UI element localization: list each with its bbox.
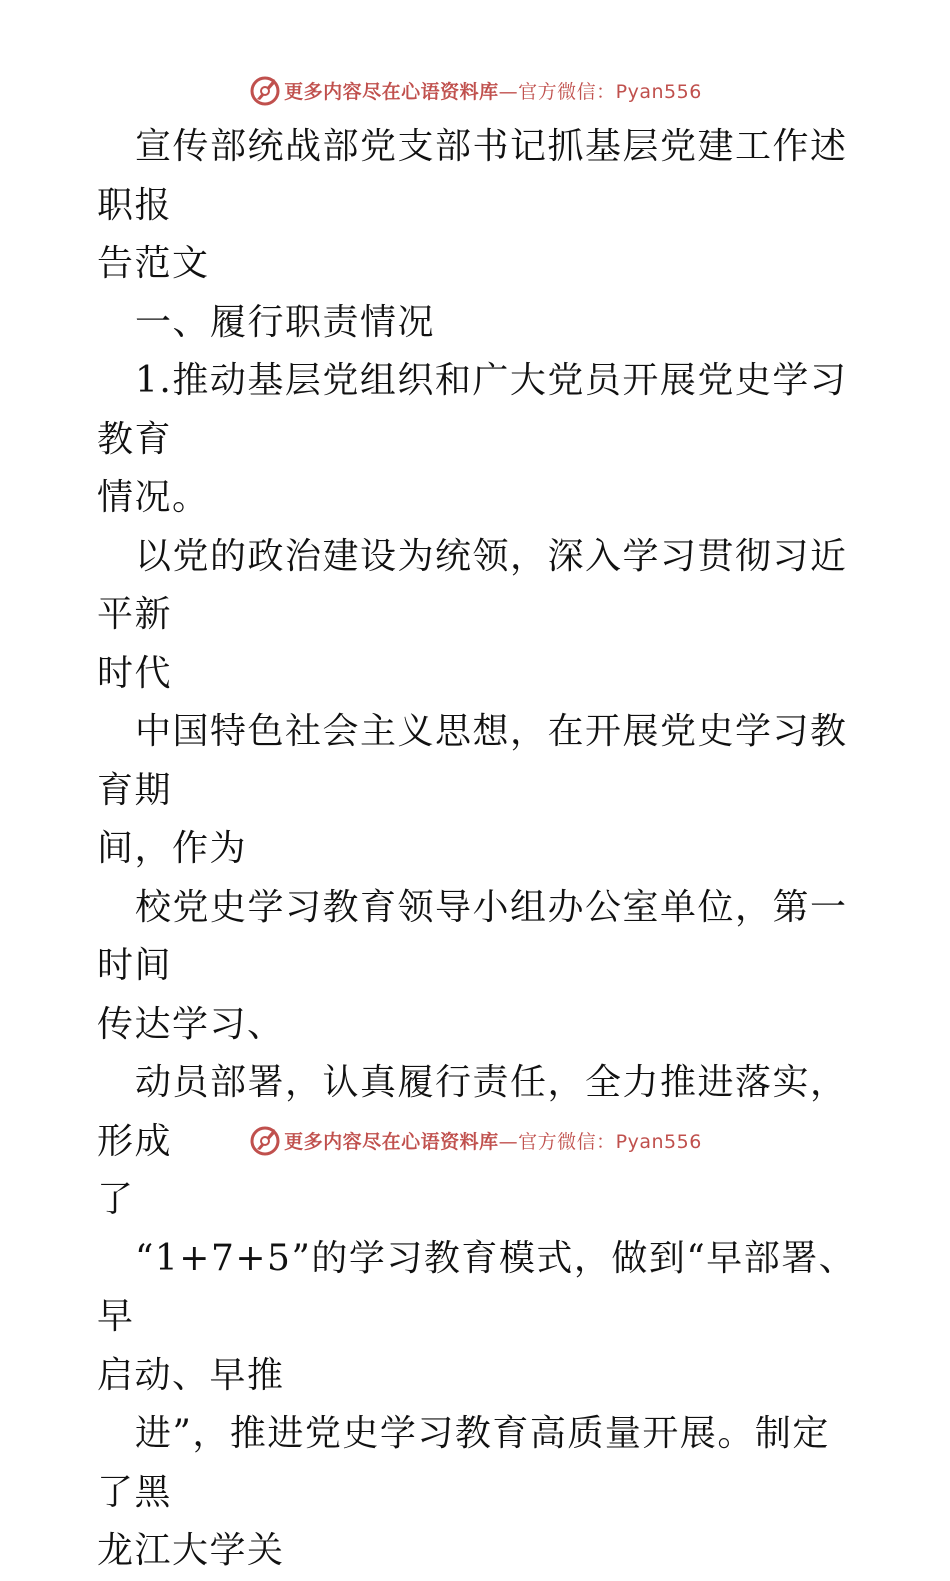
body-paragraph: 以党的政治建设为统领，深入学习贯彻习近平新 时代 [97, 535, 848, 694]
quill-pen-logo-icon [248, 73, 282, 107]
footer-banner [0, 1120, 950, 1160]
section-heading: 一、履行职责情况 [135, 301, 436, 343]
body-paragraph: “1+7+5”的学习教育模式，做到“早部署、早 启动、早推 [97, 1237, 857, 1396]
header-banner-text: 更多内容尽在心语资料库—官方微信：Pyan556 [284, 80, 702, 103]
document-body [97, 118, 857, 1581]
subsection-heading: 1.推动基层党组织和广大党员开展党史学习教育 情况。 [97, 360, 848, 518]
body-paragraph: 校党史学习教育领导小组办公室单位，第一时间 传达学习、 [97, 886, 848, 1045]
quill-pen-logo-icon [248, 1123, 282, 1157]
document-title: 宣传部统战部党支部书记抓基层党建工作述职报 告范文 [97, 126, 848, 284]
body-paragraph: 动员部署，认真履行责任，全力推进落实，形成 了 [97, 1062, 848, 1220]
body-paragraph: 中国特色社会主义思想，在开展党史学习教育期 间，作为 [97, 711, 848, 869]
header-banner [0, 70, 950, 110]
body-paragraph: 进”，推进党史学习教育高质量开展。制定了黑 龙江大学关 [97, 1413, 830, 1571]
footer-banner-text: 更多内容尽在心语资料库—官方微信：Pyan556 [284, 1130, 702, 1153]
